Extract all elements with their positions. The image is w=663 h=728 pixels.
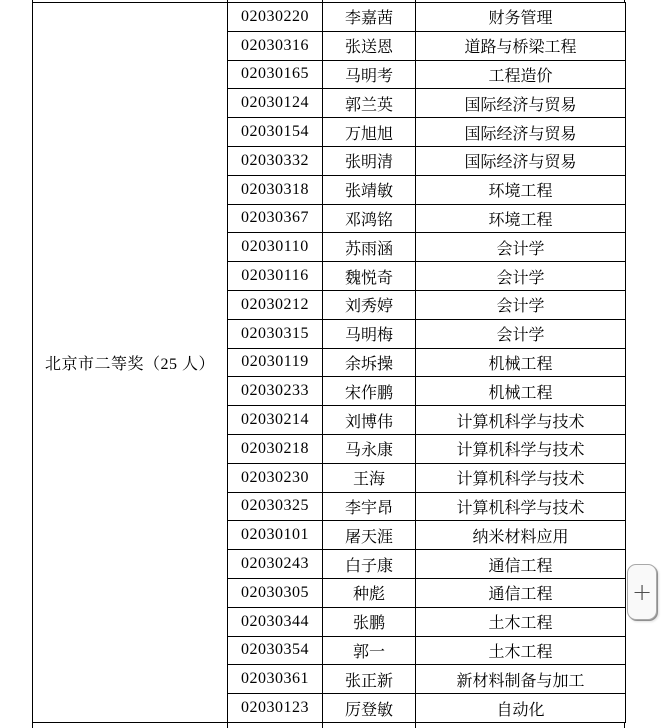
student-id-cell: 02030230 [228,463,323,492]
student-id-cell: 02030116 [228,262,323,291]
grid-stub-bottom [322,723,323,728]
major-cell: 会计学 [416,319,626,348]
awards-table [32,2,626,723]
student-name-cell: 马明梅 [323,319,416,348]
student-id-cell: 02030123 [228,694,323,723]
student-name-cell: 郭一 [323,636,416,665]
student-id-cell: 02030119 [228,348,323,377]
student-id-cell: 02030315 [228,319,323,348]
major-cell: 会计学 [416,233,626,262]
student-name-cell: 张鹏 [323,607,416,636]
student-name-cell: 张正新 [323,665,416,694]
student-id-cell: 02030220 [228,3,323,32]
student-id-cell: 02030318 [228,175,323,204]
major-cell: 纳米材料应用 [416,521,626,550]
student-id-cell: 02030332 [228,146,323,175]
student-name-cell: 宋作鹏 [323,377,416,406]
student-name-cell: 刘秀婷 [323,290,416,319]
student-id-cell: 02030218 [228,434,323,463]
major-cell: 道路与桥梁工程 [416,31,626,60]
major-cell: 会计学 [416,290,626,319]
student-id-cell: 02030233 [228,377,323,406]
major-cell: 机械工程 [416,377,626,406]
student-name-cell: 余坼操 [323,348,416,377]
student-id-cell: 02030367 [228,204,323,233]
student-name-cell: 白子康 [323,550,416,579]
major-cell: 计算机科学与技术 [416,463,626,492]
student-name-cell: 万旭旭 [323,118,416,147]
grid-stub-bottom [624,723,625,728]
student-id-cell: 02030316 [228,31,323,60]
major-cell: 国际经济与贸易 [416,146,626,175]
major-cell: 新材料制备与加工 [416,665,626,694]
student-id-cell: 02030124 [228,89,323,118]
student-name-cell: 邓鸿铭 [323,204,416,233]
major-cell: 土木工程 [416,636,626,665]
student-id-cell: 02030243 [228,550,323,579]
student-name-cell: 张靖敏 [323,175,416,204]
table-row [33,3,626,32]
major-cell: 财务管理 [416,3,626,32]
major-cell: 通信工程 [416,578,626,607]
student-id-cell: 02030325 [228,492,323,521]
major-cell: 机械工程 [416,348,626,377]
student-name-cell: 王海 [323,463,416,492]
student-name-cell: 马明考 [323,60,416,89]
major-cell: 国际经济与贸易 [416,89,626,118]
student-id-cell: 02030212 [228,290,323,319]
student-name-cell: 张送恩 [323,31,416,60]
student-name-cell: 马永康 [323,434,416,463]
award-group-cell: 北京市二等奖（25 人） [33,3,228,723]
student-id-cell: 02030154 [228,118,323,147]
student-id-cell: 02030361 [228,665,323,694]
student-name-cell: 刘博伟 [323,406,416,435]
student-name-cell: 郭兰英 [323,89,416,118]
grid-stub-bottom [227,723,228,728]
student-id-cell: 02030305 [228,578,323,607]
grid-stub-bottom [415,723,416,728]
student-name-cell: 李嘉茜 [323,3,416,32]
student-name-cell: 屠天涯 [323,521,416,550]
student-id-cell: 02030214 [228,406,323,435]
student-name-cell: 苏雨涵 [323,233,416,262]
major-cell: 工程造价 [416,60,626,89]
student-id-cell: 02030165 [228,60,323,89]
student-id-cell: 02030354 [228,636,323,665]
student-id-cell: 02030344 [228,607,323,636]
major-cell: 环境工程 [416,204,626,233]
major-cell: 通信工程 [416,550,626,579]
plus-button[interactable]: + [627,564,657,620]
student-name-cell: 种彪 [323,578,416,607]
grid-stub-bottom [32,723,33,728]
major-cell: 会计学 [416,262,626,291]
major-cell: 土木工程 [416,607,626,636]
student-name-cell: 李宇昂 [323,492,416,521]
major-cell: 计算机科学与技术 [416,406,626,435]
student-id-cell: 02030110 [228,233,323,262]
awards-table-wrapper [32,2,626,723]
major-cell: 国际经济与贸易 [416,118,626,147]
major-cell: 自动化 [416,694,626,723]
major-cell: 计算机科学与技术 [416,492,626,521]
awards-table-body [33,3,626,723]
student-name-cell: 厉登敏 [323,694,416,723]
student-id-cell: 02030101 [228,521,323,550]
major-cell: 计算机科学与技术 [416,434,626,463]
major-cell: 环境工程 [416,175,626,204]
student-name-cell: 张明清 [323,146,416,175]
student-name-cell: 魏悦奇 [323,262,416,291]
